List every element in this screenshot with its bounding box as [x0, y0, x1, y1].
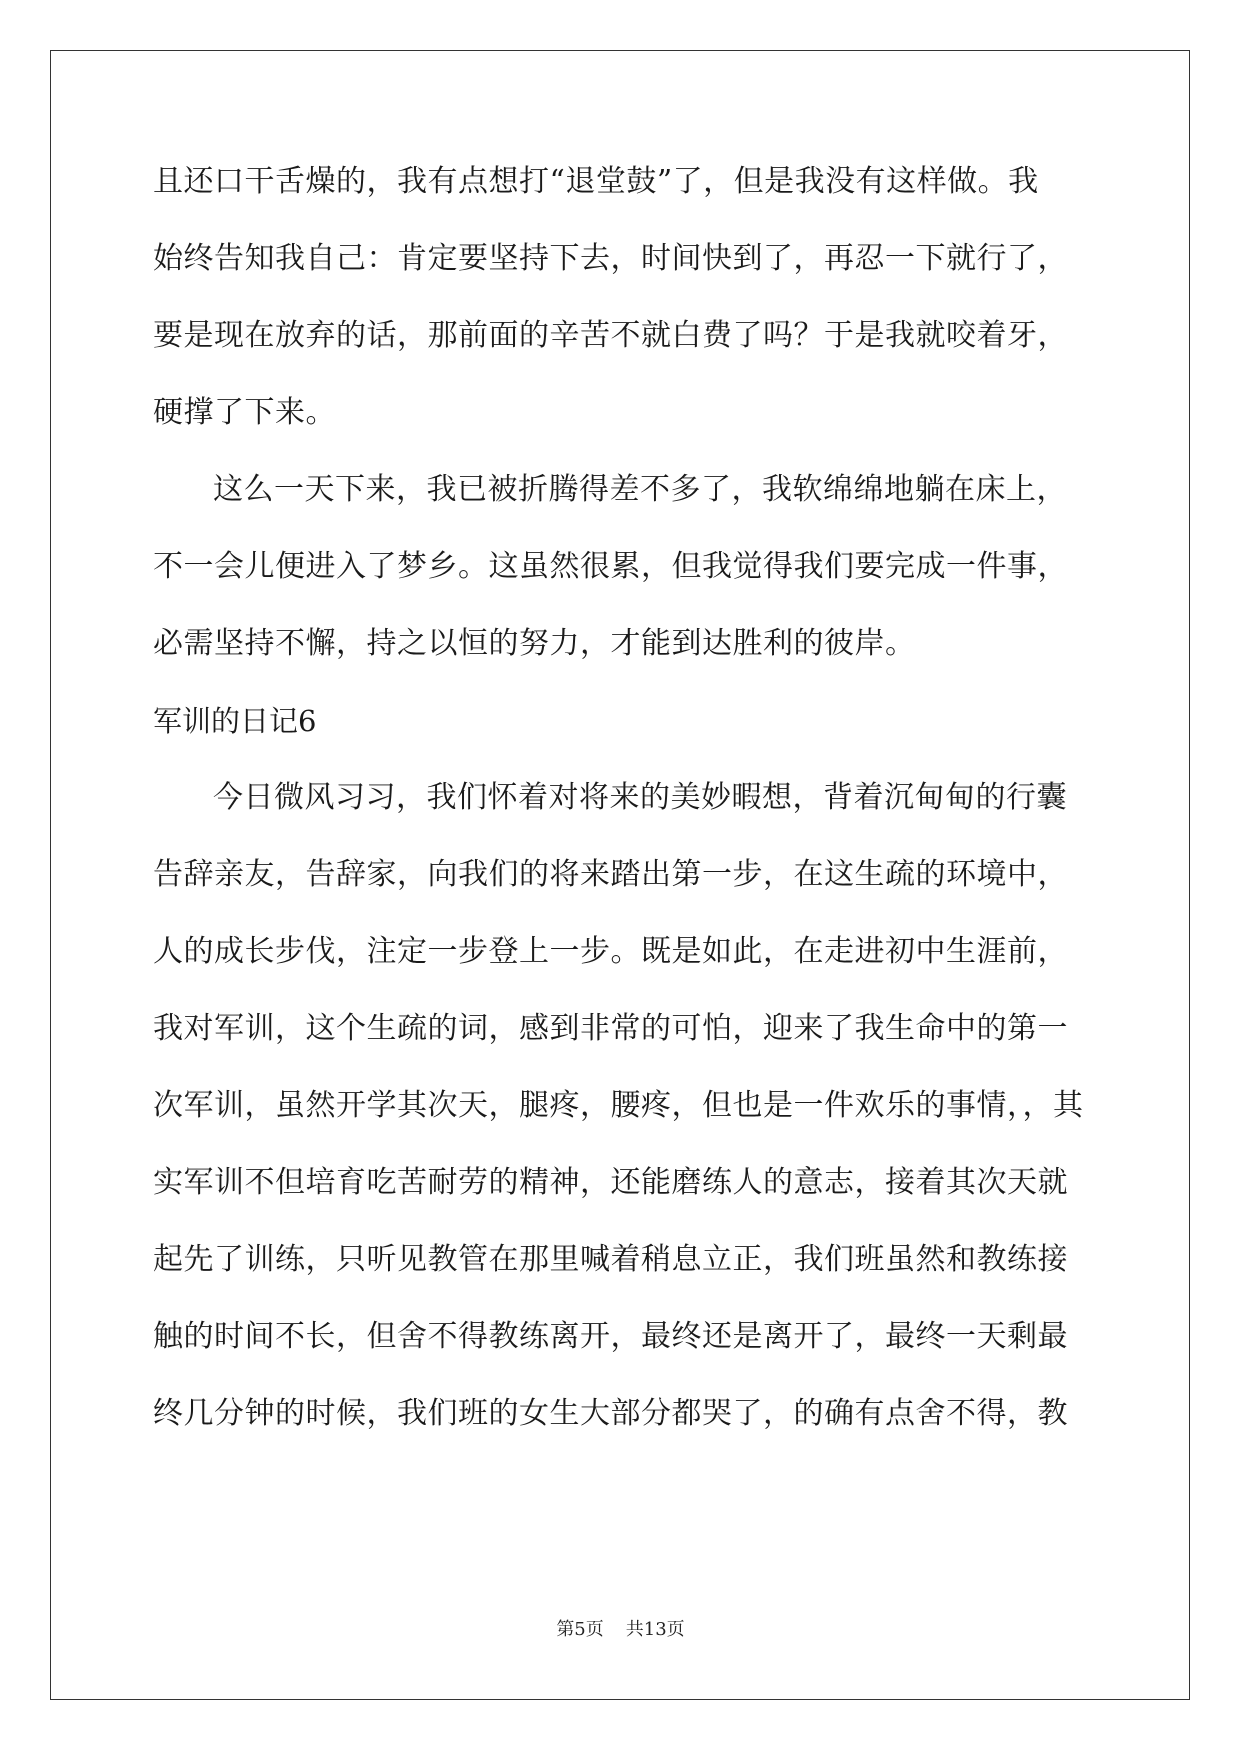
text-line: 硬撑了下来。	[153, 395, 336, 430]
text-line: 我对军训，这个生疏的词，感到非常的可怕，迎来了我生命中的第一	[153, 1011, 1068, 1046]
text-line: 人的成长步伐，注定一步登上一步。既是如此，在走进初中生涯前，	[153, 934, 1068, 969]
text-line: 终几分钟的时候，我们班的女生大部分都哭了，的确有点舍不得，教	[153, 1396, 1068, 1431]
text-line: 不一会儿便进入了梦乡。这虽然很累，但我觉得我们要完成一件事，	[153, 549, 1068, 584]
text-line: 要是现在放弃的话，那前面的辛苦不就白费了吗？于是我就咬着牙，	[153, 318, 1068, 353]
text-line: 必需坚持不懈，持之以恒的努力，才能到达胜利的彼岸。	[153, 626, 916, 661]
text-line: 起先了训练，只听见教管在那里喊着稍息立正，我们班虽然和教练接	[153, 1242, 1068, 1277]
page-footer	[0, 1618, 1241, 1642]
text-line: 告辞亲友，告辞家，向我们的将来踏出第一步，在这生疏的环境中，	[153, 857, 1068, 892]
page-number: 第5页	[556, 1619, 604, 1640]
text-line: 触的时间不长，但舍不得教练离开，最终还是离开了，最终一天剩最	[153, 1319, 1068, 1354]
text-line: 始终告知我自己：肯定要坚持下去，时间快到了，再忍一下就行了，	[153, 241, 1068, 276]
page-total: 共13页	[625, 1619, 685, 1640]
document-body	[153, 162, 1089, 1471]
text-line: 这么一天下来，我已被折腾得差不多了，我软绵绵地躺在床上，	[213, 472, 1067, 507]
text-line: 今日微风习习，我们怀着对将来的美妙暇想，背着沉甸甸的行囊	[213, 780, 1067, 815]
text-line: 实军训不但培育吃苦耐劳的精神，还能磨练人的意志，接着其次天就	[153, 1165, 1068, 1200]
text-line: 且还口干舌燥的，我有点想打“退堂鼓”了，但是我没有这样做。我	[153, 164, 1039, 199]
section-heading: 军训的日记6	[153, 704, 317, 738]
text-line: 次军训，虽然开学其次天，腿疼，腰疼，但也是一件欢乐的事情，，其	[153, 1088, 1084, 1123]
